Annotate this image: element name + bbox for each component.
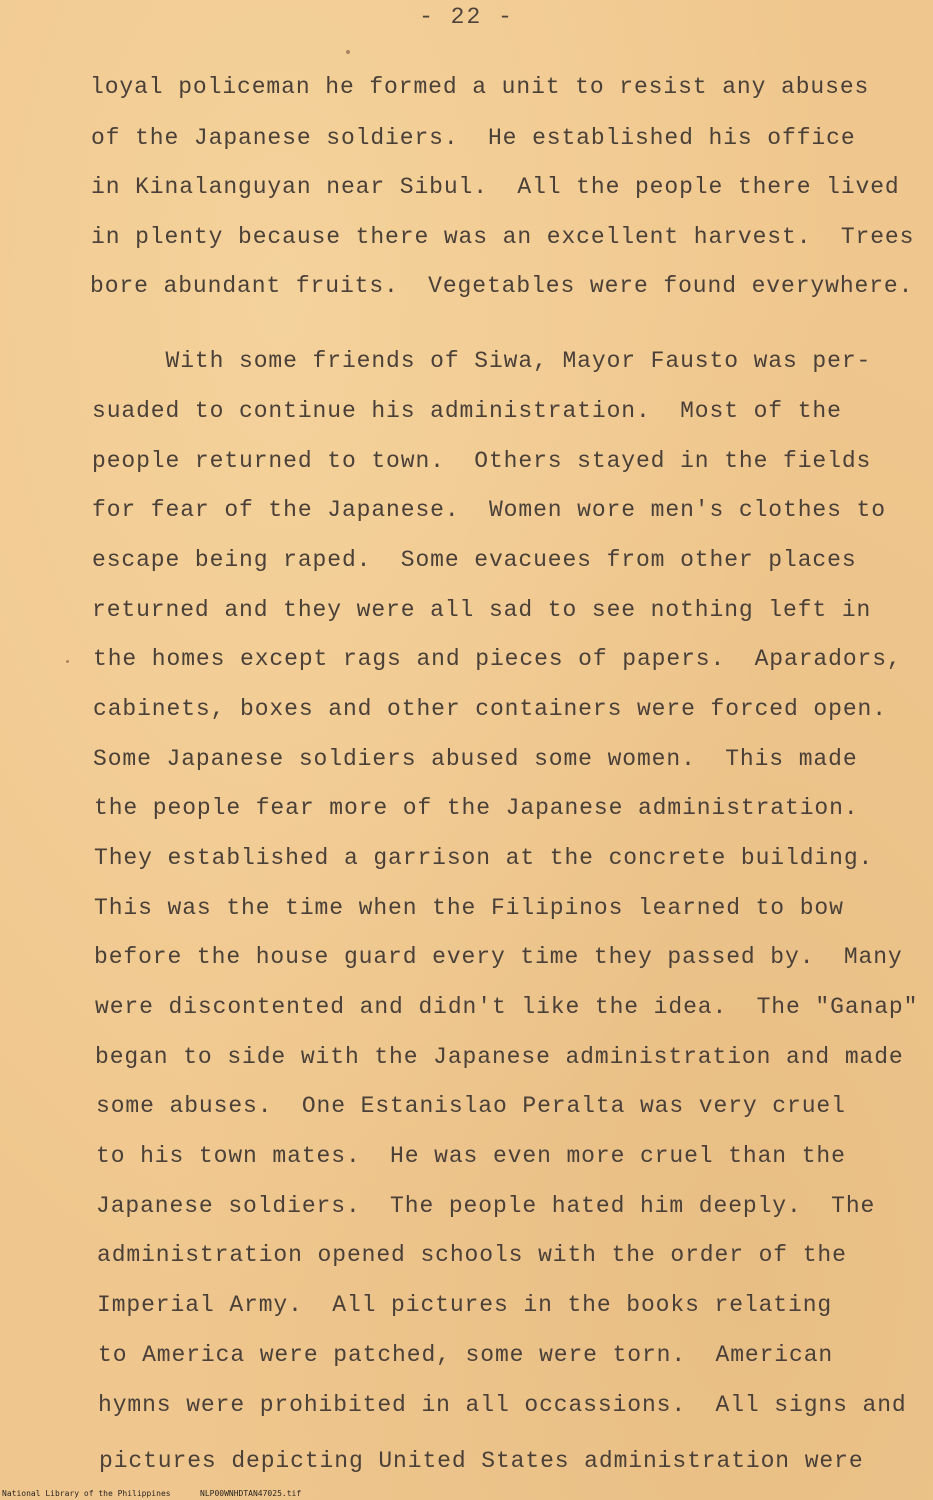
text-line: in Kinalanguyan near Sibul. All the people there lived — [91, 174, 900, 200]
text-line: Imperial Army. All pictures in the books relating — [97, 1292, 833, 1318]
text-line: before the house guard every time they passed by. Many — [94, 944, 903, 970]
text-line: pictures depicting United States administration were — [99, 1448, 864, 1474]
text-line: began to side with the Japanese administration and made — [95, 1044, 904, 1070]
text-line: hymns were prohibited in all occassions. All signs and — [98, 1392, 907, 1418]
text-line: This was the time when the Filipinos learned to bow — [94, 895, 844, 921]
text-line: were discontented and didn't like the idea. The "Ganap" — [95, 994, 919, 1020]
footer-filename: NLP00WNHDTAN47025.tif — [200, 1489, 302, 1498]
text-line: bore abundant fruits. Vegetables were found everywhere. — [90, 273, 914, 299]
footer-library: National Library of the Philippines — [2, 1489, 171, 1498]
text-line: to America were patched, some were torn. American — [98, 1342, 834, 1368]
text-line: Japanese soldiers. The people hated him deeply. The — [96, 1193, 876, 1219]
text-line: cabinets, boxes and other containers were forced open. — [93, 696, 887, 722]
text-line: some abuses. One Estanislao Peralta was very cruel — [96, 1093, 846, 1119]
paper-speck — [66, 660, 69, 663]
text-line: the homes except rags and pieces of papers. Aparadors, — [93, 646, 902, 672]
text-line: They established a garrison at the concrete building. — [94, 845, 874, 871]
text-line: administration opened schools with the order of the — [97, 1242, 847, 1268]
text-line: suaded to continue his administration. Most of the — [92, 398, 842, 424]
text-line: loyal policeman he formed a unit to resist any abuses — [90, 74, 870, 100]
text-line: people returned to town. Others stayed in the fields — [92, 448, 872, 474]
text-line: for fear of the Japanese. Women wore men's clothes to — [92, 497, 886, 523]
text-line: With some friends of Siwa, Mayor Fausto was per- — [92, 348, 872, 374]
text-line: Some Japanese soldiers abused some women. This made — [93, 746, 858, 772]
text-line: the people fear more of the Japanese administration. — [94, 795, 859, 821]
paper-speck — [346, 50, 350, 54]
text-line: in plenty because there was an excellent harvest. Trees — [91, 224, 915, 250]
page-number: - 22 - — [419, 4, 514, 30]
text-line: returned and they were all sad to see nothing left in — [92, 597, 872, 623]
text-line: of the Japanese soldiers. He established his office — [91, 125, 856, 151]
text-line: escape being raped. Some evacuees from other places — [92, 547, 857, 573]
text-line: to his town mates. He was even more cruel than the — [96, 1143, 846, 1169]
